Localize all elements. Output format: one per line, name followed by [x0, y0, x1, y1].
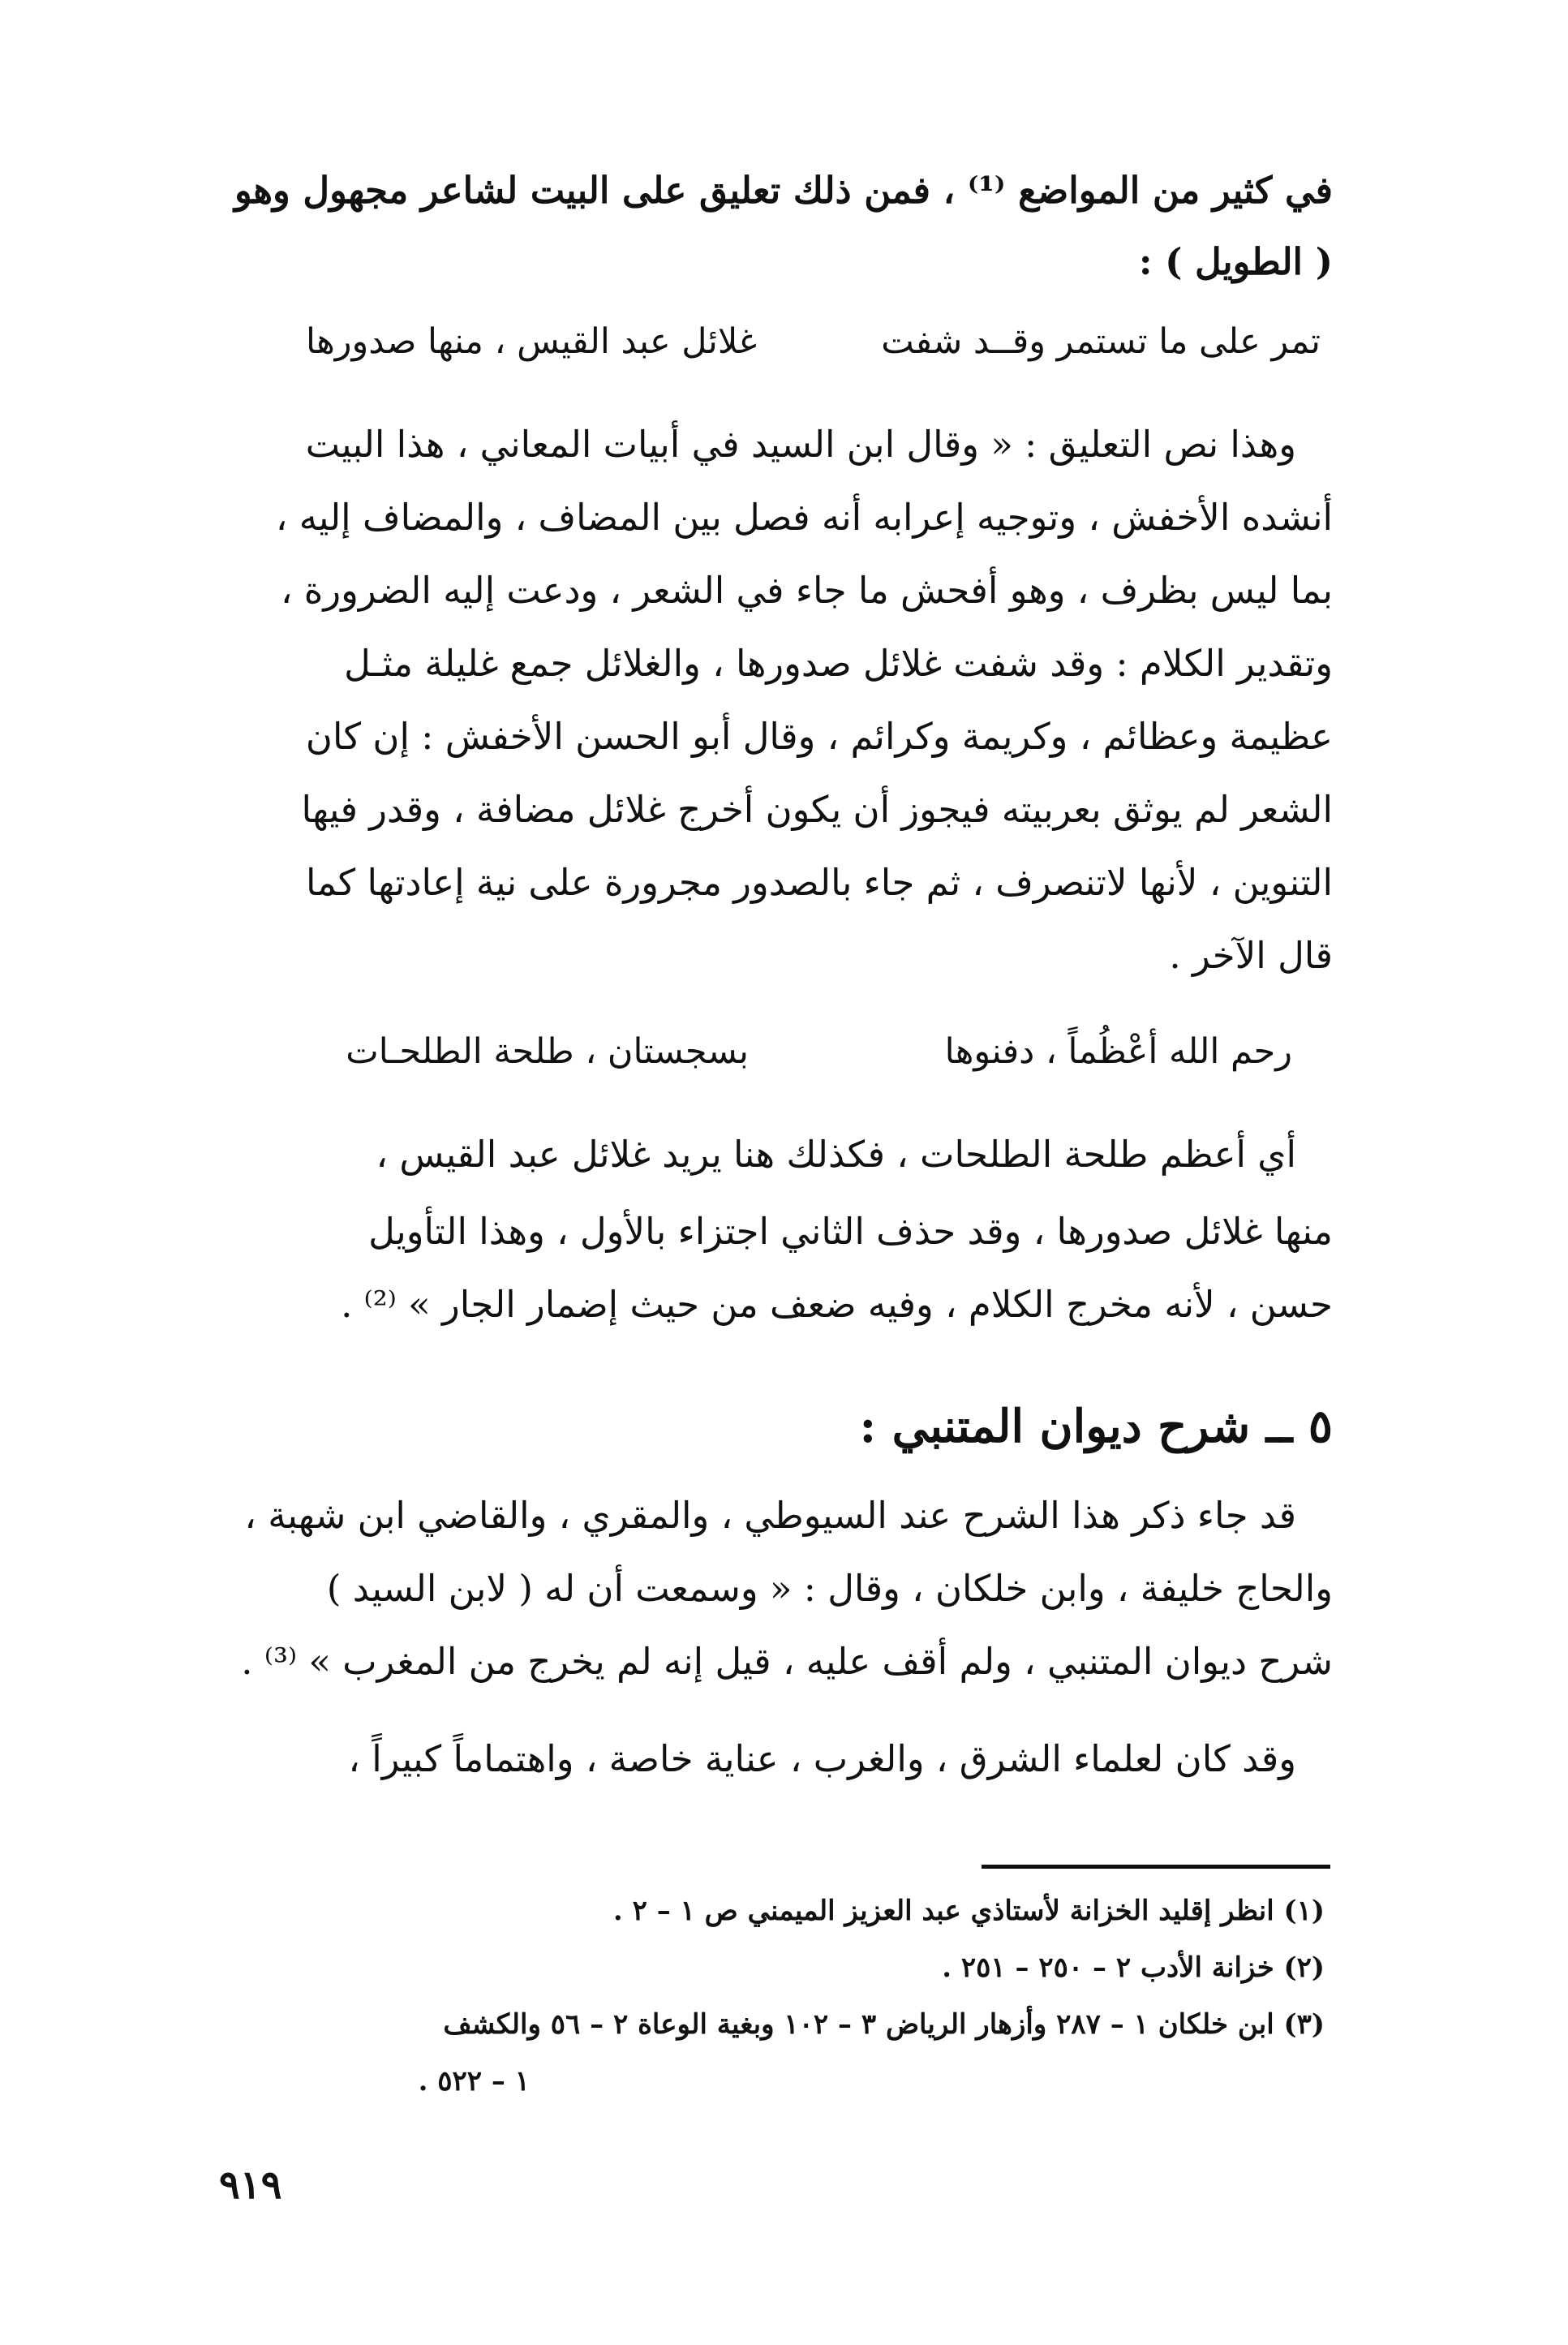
verse-1-second-hemistich: غلائل عبد القيس ، منها صدورها [305, 321, 757, 362]
paragraph-2-line-2: أنشده الأخفش ، وتوجيه إعرابه أنه فصل بين المضاف ، والمضاف إليه ، [275, 496, 1333, 539]
footnote-3: (٣) ابن خلكان ١ – ٢٨٧ وأزهار الرياض ٣ – ١٠٢ وبغية الوعاة ٢ – ٥٦ والكشف [443, 2008, 1325, 2041]
paragraph-2-line-5: عظيمة وعظائم ، وكريمة وكرائم ، وقال أبو الحسن الأخفش : إن كان [305, 715, 1333, 758]
paragraph-2-line-7: التنوين ، لأنها لاتنصرف ، ثم جاء بالصدور مجرورة على نية إعادتها كما [306, 861, 1333, 904]
paragraph-3-line-2: منها غلائل صدورها ، وقد حذف الثاني اجتزاء بالأول ، وهذا التأويل [368, 1210, 1333, 1253]
section-heading: ٥ ــ شرح ديوان المتنبي : [859, 1400, 1333, 1453]
paragraph-2-line-3: بما ليس بظرف ، وهو أفحش ما جاء في الشعر ، ودعت إليه الضرورة ، [280, 569, 1333, 612]
paragraph-4-line-3: شرح ديوان المتنبي ، ولم أقف عليه ، قيل إنه لم يخرج من المغرب » ⁽³⁾ . [241, 1640, 1333, 1683]
paragraph-1-line-2: ( الطويل ) : [1138, 240, 1333, 283]
paragraph-4-line-1: قد جاء ذكر هذا الشرح عند السيوطي ، والمقري ، والقاضي ابن شهبة ، [244, 1494, 1296, 1537]
footnote-separator [982, 1865, 1330, 1869]
paragraph-4-line-2: والحاج خليفة ، وابن خلكان ، وقال : « وسمعت أن له ( لابن السيد ) [326, 1567, 1333, 1610]
page-number: ٩١٩ [219, 2162, 282, 2208]
verse-2-second-hemistich: بسجستان ، طلحة الطلحـات [346, 1031, 749, 1072]
paragraph-3-line-3: حسن ، لأنه مخرج الكلام ، وفيه ضعف من حيث إضمار الجار » ⁽²⁾ . [341, 1283, 1333, 1326]
paragraph-5-line-1: وقد كان لعلماء الشرق ، والغرب ، عناية خاصة ، واهتماماً كبيراً ، [348, 1737, 1296, 1780]
paragraph-2-line-6: الشعر لم يوثق بعربيته فيجوز أن يكون أخرج غلائل مضافة ، وقدر فيها [301, 788, 1333, 831]
paragraph-2-line-8: قال الآخر . [1169, 934, 1333, 977]
verse-1-first-hemistich: تمر على ما تستمر وقــد شفت [881, 321, 1321, 362]
footnote-3-continued: ١ – ٥٢٢ . [418, 2065, 530, 2098]
paragraph-1-line-1: في كثير من المواضع ⁽¹⁾ ، فمن ذلك تعليق على البيت لشاعر مجهول وهو [234, 169, 1333, 212]
footnote-1: (١) انظر إقليد الخزانة لأستاذي عبد العزيز الميمني ص ١ – ٢ . [612, 1895, 1325, 1927]
footnote-2: (٢) خزانة الأدب ٢ – ٢٥٠ – ٢٥١ . [942, 1951, 1325, 1984]
paragraph-2-line-1: وهذا نص التعليق : « وقال ابن السيد في أبيات المعاني ، هذا البيت [305, 423, 1296, 466]
verse-2-first-hemistich: رحم الله أعْظُماً ، دفنوها [944, 1031, 1292, 1072]
paragraph-3-line-1: أي أعظم طلحة الطلحات ، فكذلك هنا يريد غلائل عبد القيس ، [376, 1133, 1296, 1176]
paragraph-2-line-4: وتقدير الكلام : وقد شفت غلائل صدورها ، والغلائل جمع غليلة مثـل [344, 642, 1333, 685]
